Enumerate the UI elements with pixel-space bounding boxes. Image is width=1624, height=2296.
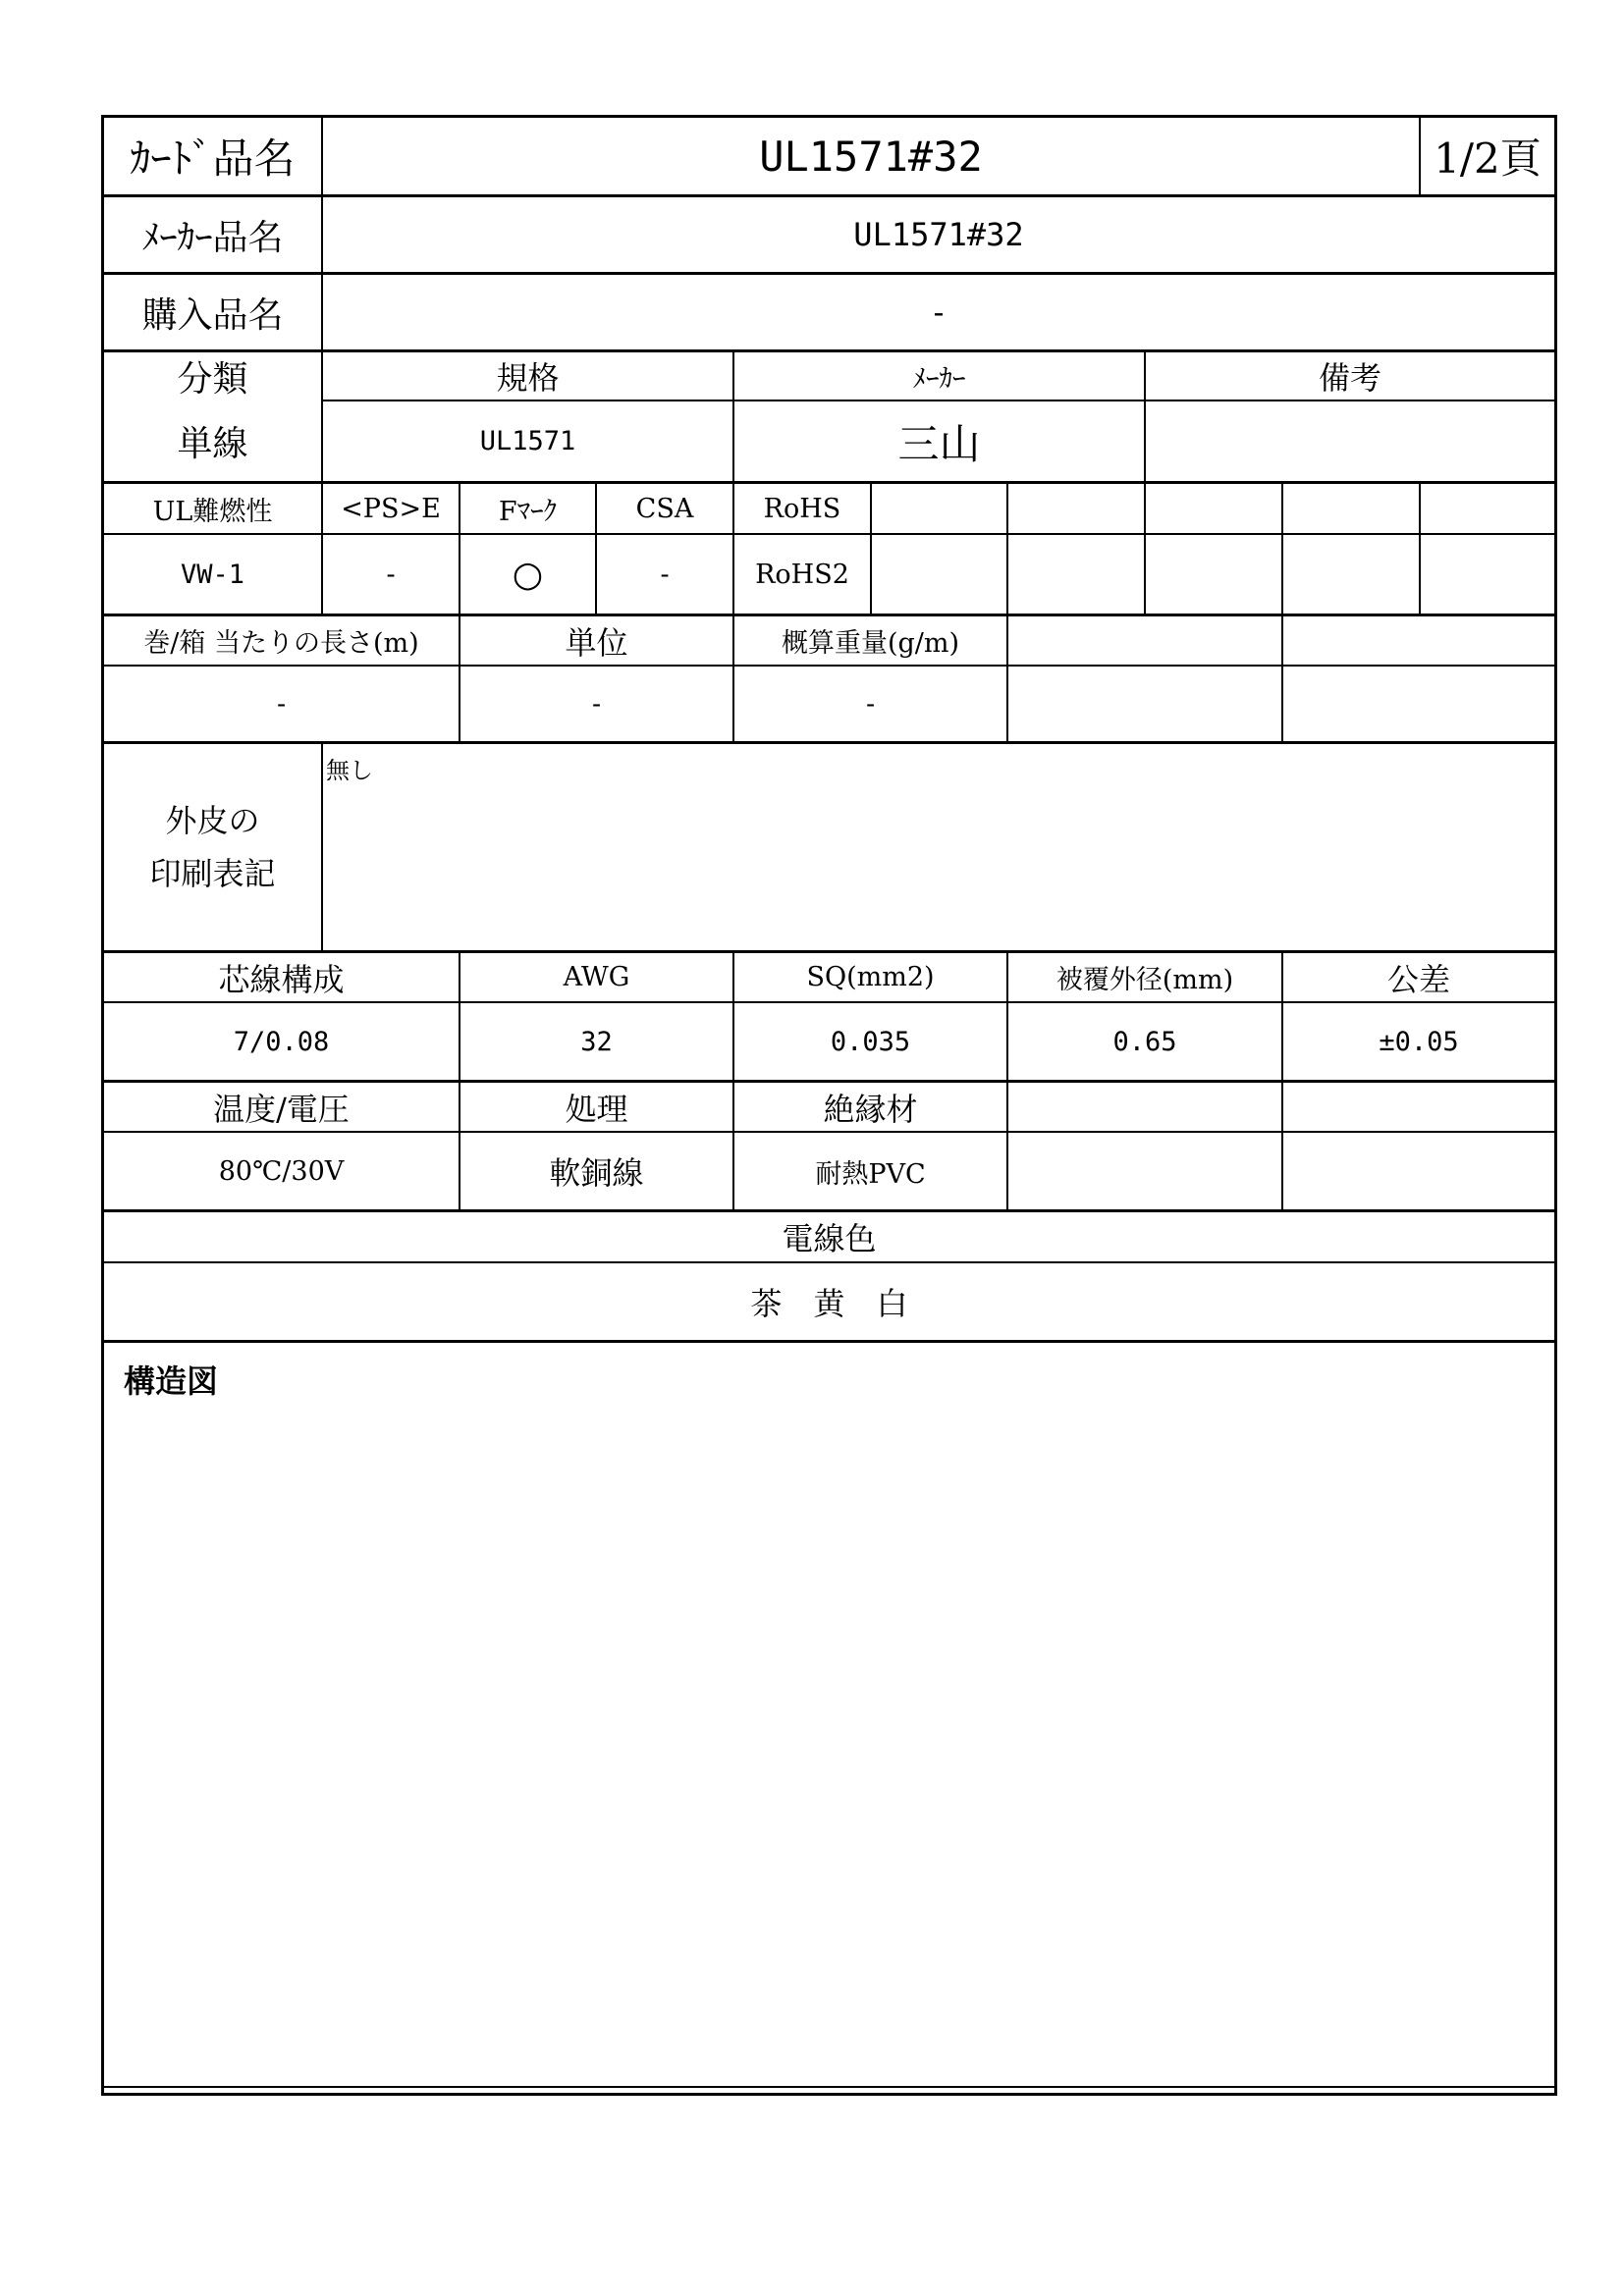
cert-value-blank-4 (1283, 535, 1419, 614)
cert-label-csa: CSA (635, 493, 694, 524)
rating-label-temp-voltage: 温度/電圧 (213, 1090, 350, 1128)
length-value-weight: - (865, 688, 876, 720)
conductor-value-outer-diameter: 0.65 (1112, 1026, 1177, 1057)
classification-header-maker: ﾒｰｶｰ (912, 363, 966, 395)
classification-value-standard: UL1571 (479, 426, 576, 456)
card-name-value: UL1571#32 (759, 132, 983, 181)
length-label-unit: 単位 (565, 623, 628, 662)
cert-value-blank-3 (1146, 535, 1281, 614)
conductor-value-sq: 0.035 (830, 1026, 911, 1057)
cert-value-blank-1 (872, 535, 1006, 614)
maker-name-label: ﾒｰｶｰ品名 (141, 217, 284, 258)
print-value: 無し (326, 757, 373, 784)
conductor-value-strand: 7/0.08 (233, 1026, 330, 1057)
rating-value-temp-voltage: 80℃/30V (218, 1155, 345, 1187)
length-label-weight: 概算重量(g/m) (781, 628, 960, 659)
cert-label-ul-flame: UL難燃性 (152, 496, 273, 527)
cert-value-blank-2 (1008, 535, 1144, 614)
rating-value-insulation: 耐熱PVC (815, 1158, 926, 1190)
rating-value-blank-2 (1283, 1133, 1554, 1209)
classification-header-standard: 規格 (496, 359, 560, 397)
cert-value-ul-flame: VW-1 (180, 559, 245, 590)
classification-header-remarks: 備考 (1318, 359, 1381, 397)
classification-header-category: 分類 (177, 358, 248, 400)
conductor-value-awg: 32 (580, 1026, 613, 1057)
rating-label-insulation: 絶縁材 (823, 1090, 918, 1128)
length-value-per-reel: - (276, 688, 287, 720)
rating-label-treatment: 処理 (565, 1090, 628, 1128)
maker-name-value: UL1571#32 (853, 216, 1024, 253)
wire-color-value: 茶 黄 白 (750, 1285, 908, 1322)
print-label-line1: 外皮の (165, 802, 260, 839)
conductor-label-strand: 芯線構成 (218, 960, 345, 998)
length-label-blank-1 (1008, 616, 1281, 665)
wire-color-label: 電線色 (782, 1220, 877, 1257)
length-value-blank-2 (1283, 667, 1554, 741)
cert-label-blank-2 (1008, 484, 1144, 533)
conductor-label-outer-diameter: 被覆外径(mm) (1056, 965, 1234, 995)
purchase-name-value: - (933, 294, 945, 331)
print-label-line2: 印刷表記 (149, 855, 276, 892)
purchase-name-label: 購入品名 (141, 294, 284, 336)
page-number: 1/2頁 (1434, 134, 1542, 183)
rating-value-blank-1 (1008, 1133, 1281, 1209)
cert-label-rohs: RoHS (763, 493, 841, 524)
cert-value-rohs: RoHS2 (755, 559, 849, 590)
cert-value-fmark: ○ (512, 554, 544, 595)
cert-label-blank-5 (1421, 484, 1554, 533)
classification-value-category: 単線 (177, 424, 248, 464)
rating-value-treatment: 軟銅線 (549, 1154, 644, 1192)
length-value-blank-1 (1008, 667, 1281, 741)
cert-label-pse: <PS>E (341, 493, 441, 524)
classification-value-maker: 三山 (897, 419, 981, 468)
structure-diagram-label: 構造図 (124, 1362, 219, 1400)
cert-label-fmark: Fﾏｰｸ (498, 496, 558, 527)
cert-value-blank-5 (1421, 535, 1554, 614)
cert-label-blank-4 (1283, 484, 1419, 533)
rating-label-blank-1 (1008, 1083, 1281, 1131)
print-label (104, 744, 321, 950)
length-label-per-reel: 巻/箱 当たりの長さ(m) (143, 628, 419, 659)
conductor-label-awg: AWG (563, 962, 630, 992)
spec-sheet (101, 115, 1557, 2096)
length-label-blank-2 (1283, 616, 1554, 665)
card-name-label: ｶｰﾄﾞ品名 (130, 134, 296, 183)
conductor-label-sq: SQ(mm2) (806, 962, 935, 992)
conductor-value-tolerance: ±0.05 (1379, 1026, 1459, 1057)
cert-value-csa: - (660, 559, 670, 590)
cert-label-blank-1 (872, 484, 1006, 533)
cert-value-pse: - (386, 559, 396, 590)
rating-label-blank-2 (1283, 1083, 1554, 1131)
length-value-unit: - (591, 688, 602, 720)
classification-value-remarks (1146, 401, 1554, 481)
conductor-label-tolerance: 公差 (1386, 960, 1450, 998)
structure-diagram-area (104, 1343, 1554, 2086)
cert-label-blank-3 (1146, 484, 1281, 533)
